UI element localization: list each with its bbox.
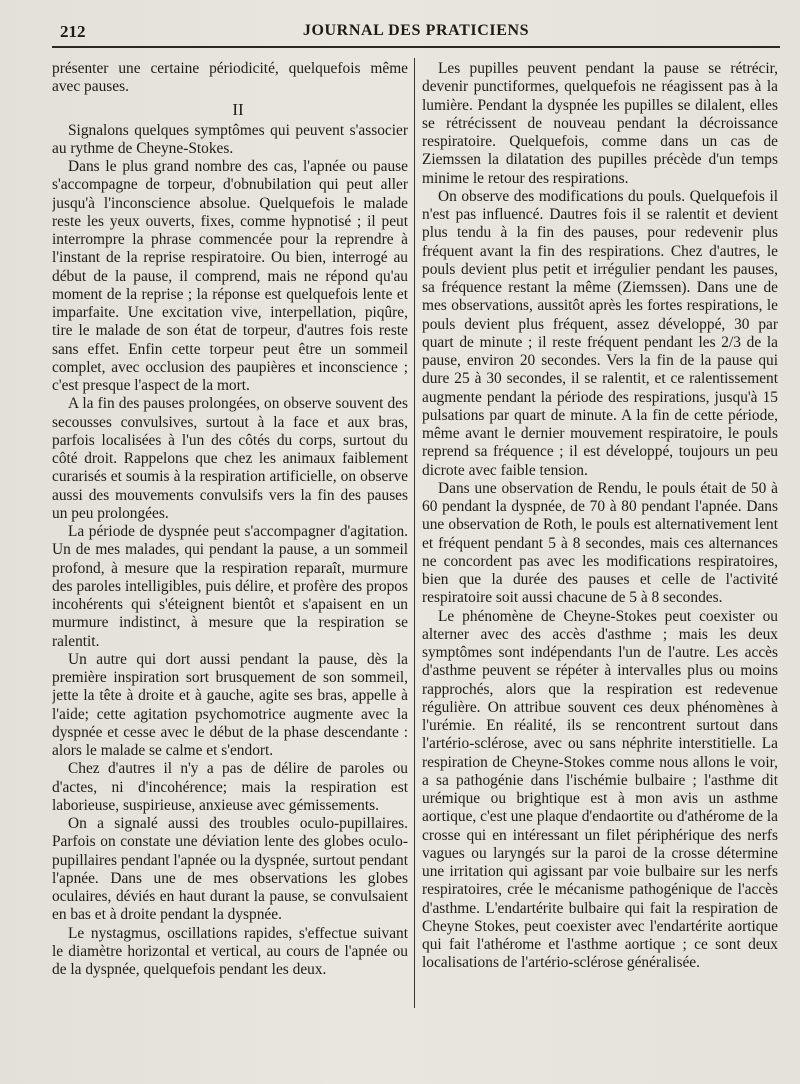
header-rule [52, 46, 780, 48]
paragraph: Dans une observation de Rendu, le pouls était de 50 à 60 pendant la dyspnée, de 70 à 80 pendant l'apnée. Dans une observation de Roth, le pouls est alternativement lent et fréquent pendant 5 à 8 secondes, mais ces alternances ne concordent pas avec les modifications respiratoires, bien que la durée des pauses et celle de l'activité respiratoire soit aussi chacune de 5 à 8 secondes. [422, 479, 778, 607]
right-column [422, 60, 778, 1070]
paragraph: On a signalé aussi des troubles oculo-pupillaires. Parfois on constate une déviation lente des globes oculo-pupillaires pendant l'apnée ou la dyspnée, surtout pendant l'apnée. Dans une de mes observations les globes oculaires, déviés en haut durant la pause, se convulsaient en bas et à droite pendant la dyspnée. [52, 815, 408, 924]
paragraph: Le nystagmus, oscillations rapides, s'effectue suivant le diamètre horizontal et vertical, au cours de l'apnée ou de la dyspnée, quelquefois pendant les deux. [52, 924, 408, 978]
paragraph: La période de dyspnée peut s'accompagner d'agitation. Un de mes malades, qui pendant la pause, a un sommeil profond, à mesure que la respiration reparaît, murmure des paroles intelligibles, puis délire, et profère des propos incohérents qui s'éteignent bientôt et s'apaisent en un murmure indistinct, à mesure que la respiration se ralentit. [52, 523, 408, 650]
paragraph: On observe des modifications du pouls. Quelquefois il n'est pas influencé. Dautres fois il se ralentit et devient plus tendu à la fin des pauses, pour redevenir plus fréquent avant la fin des respirations. Chez d'autres, le pouls devient plus petit et irrégulier pendant les pauses, sa fréquence restant la même (Ziemssen). Dans une de mes observations, aussitôt après les fortes respirations, le pouls devient plus fréquent, assez développé, 30 par quart de minute ; il reste fréquent pendant les 2/3 de la pause, environ 20 secondes. Vers la fin de la pause qui dure 25 à 30 secondes, il se ralentit, et ce ralentissement augmente pendant la période des respirations, jusqu'à 15 pulsations par quart de minute. A la fin de cette période, même avant le dernier mouvement respiratoire, le pouls reprend sa fréquence ; il est développé, toujours un peu dicrote avec faible tension. [422, 187, 778, 479]
page-header [52, 22, 780, 46]
paragraph: Le phénomène de Cheyne-Stokes peut coexister ou alterner avec des accès d'asthme ; mais les deux symptômes sont indépendants l'un de l'autre. Les accès d'asthme peuvent se répéter à intervalles plus ou moins rapprochés, alors que la respiration est redevenue régulière. On attribue souvent ces deux phénomènes à l'urémie. En réalité, ils se rencontrent surtout dans l'artério-sclérose, avec ou sans néphrite interstitielle. La respiration de Cheyne-Stokes comme nous allons le voir, a sa pathogénie dans l'ischémie bulbaire ; l'asthme dit urémique ou brightique est à mon avis un asthme aortique, c'est une plaque d'endaortite ou d'athérome de la crosse qui en intéressant un filet périphérique des nerfs vagues ou laryngés sur la paroi de la crosse détermine une irritation qui agissant par voie bulbaire sur les nerfs respiratoires, crée le mécanisme pathogénique de l'accès d'asthme. L'endartérite bulbaire qui fait la respiration de Cheyne Stokes, peut coexister avec l'endartérite aortique qui fait l'athérome et l'asthme aortique ; ce sont deux localisations de l'artério-sclérose généralisée. [422, 607, 778, 972]
paragraph: Chez d'autres il n'y a pas de délire de paroles ou d'actes, ni d'incohérence; mais la respiration est laborieuse, suspirieuse, anxieuse avec gémissements. [52, 760, 408, 814]
column-divider [414, 58, 415, 1008]
journal-title: JOURNAL DES PRATICIENS [302, 22, 530, 39]
page-number: 212 [60, 22, 86, 41]
paragraph: présenter une certaine périodicité, quelquefois même avec pauses. [52, 60, 408, 96]
paragraph: A la fin des pauses prolongées, on observe souvent des secousses convulsives, surtout à la face et aux bras, parfois localisées à l'un des côtés du corps, surtout du côté droit. Rappelons que chez les animaux faiblement curarisés et soumis à la respiration artificielle, on observe aussi des mouvements convulsifs vers la fin des pauses un peu prolongées. [52, 395, 408, 522]
paragraph: Un autre qui dort aussi pendant la pause, dès la première inspiration sort brusquement de son sommeil, jette la tête à droite et à gauche, agite ses bras, appelle à l'aide; cette agitation psychomotrice augmente avec la dyspnée et cesse avec le début de la phase descendante : alors le malade se calme et s'endort. [52, 650, 408, 759]
left-column [52, 60, 408, 1070]
section-number: II [232, 99, 244, 119]
paragraph: Signalons quelques symptômes qui peuvent s'associer au rythme de Cheyne-Stokes. [52, 121, 408, 157]
paragraph: Dans le plus grand nombre des cas, l'apnée ou pause s'accompagne de torpeur, d'obnubilation qui peut aller jusqu'à l'inconscience absolue. Quelquefois le malade reste les yeux ouverts, fixes, comme hypnotisé ; il peut interrompre la phrase commencée pour la reprendre à l'instant de la reprise respiratoire. Ou bien, interrogé au début de la pause, il comprend, mais ne répond qu'au moment de la reprise ; la réponse est quelquefois lente et imparfaite. Une excitation vive, interpellation, piqûre, tire le malade de son état de torpeur, d'autres fois reste sans effet. Enfin cette torpeur peut être un sommeil complet, avec occlusion des paupières et inconscience ; c'est presque l'aspect de la mort. [52, 158, 408, 394]
paragraph: Les pupilles peuvent pendant la pause se rétrécir, devenir punctiformes, quelquefois ne réagissent pas à la lumière. Pendant la dyspnée les pupilles se dilalent, elles se rétrécissent de nouveau pendant la décroissance respiratoire. Quelquefois, comme dans un cas de Ziemssen la dilatation des pupilles précède d'un temps minime le retour des respirations. [422, 60, 778, 187]
